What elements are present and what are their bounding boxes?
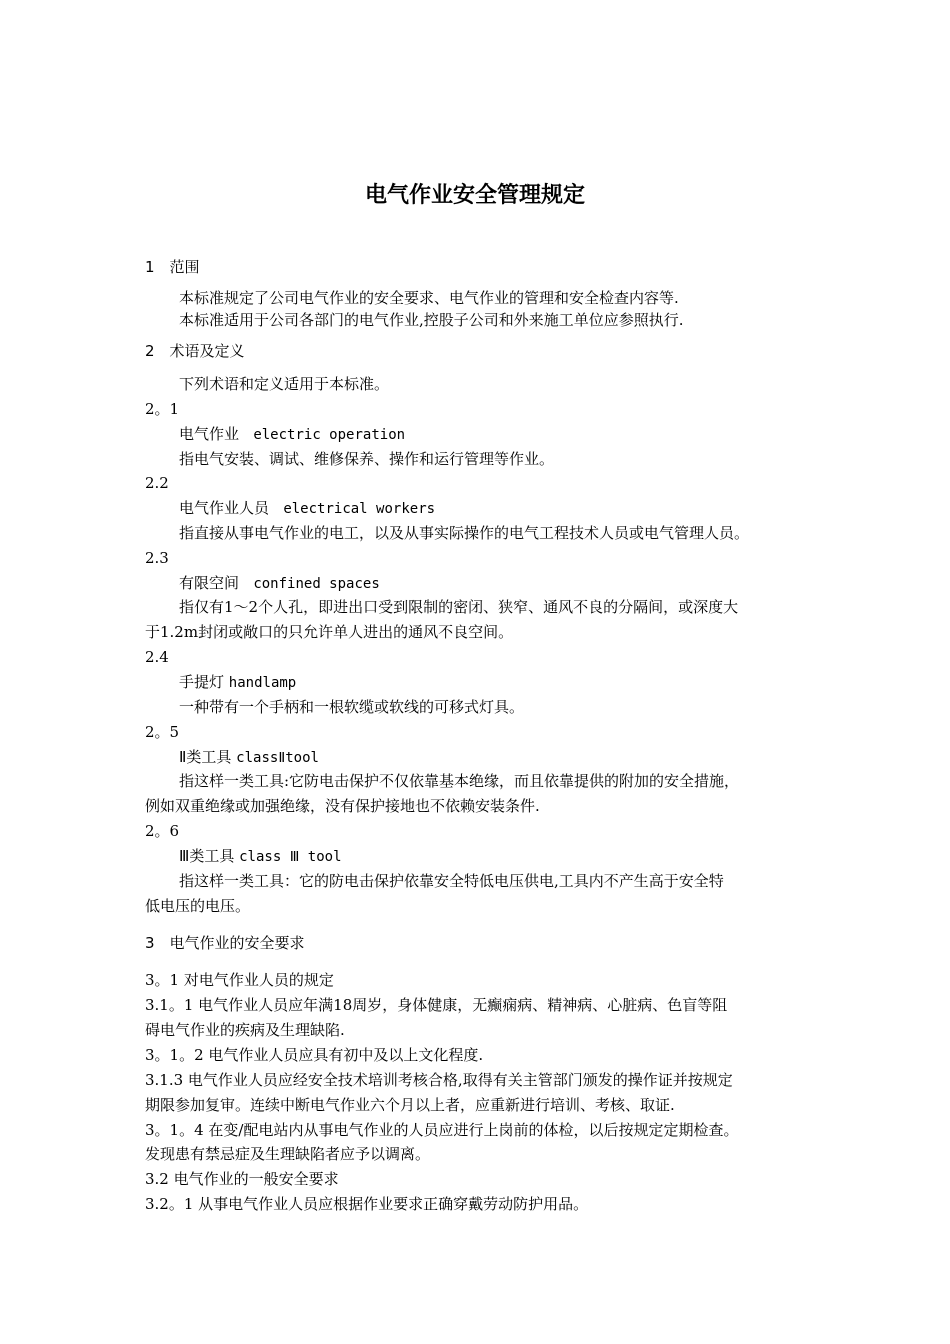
term-title-line (179, 846, 342, 867)
document-title: 电气作业安全管理规定 (364, 183, 585, 208)
term-english: electric operation (253, 427, 406, 443)
term-number: 2。6 (145, 822, 180, 840)
term-number: 2.4 (145, 648, 169, 666)
term-title-line (179, 672, 296, 693)
section-3-line: 3.2 电气作业的一般安全要求 (145, 1170, 339, 1188)
term-definition: 指仅有1～2个人孔，即进出口受到限制的密闭、狭窄、通风不良的分隔间，或深度大 (179, 598, 739, 616)
term-english: classⅡtool (236, 750, 319, 766)
section-3-line: 发现患有禁忌症及生理缺陷者应予以调离。 (145, 1145, 431, 1163)
term-english: handlamp (228, 675, 297, 691)
section-3-line: 碍电气作业的疾病及生理缺陷. (145, 1021, 345, 1039)
term-definition: 指电气安装、调试、维修保养、操作和运行管理等作业。 (179, 450, 555, 468)
section-3-line: 3.2。1 从事电气作业人员应根据作业要求正确穿戴劳动防护用品。 (145, 1195, 589, 1213)
term-name: Ⅱ类工具 (179, 748, 232, 766)
term-english: class Ⅲ tool (239, 849, 342, 865)
section-3-line: 3。1。2 电气作业人员应具有初中及以上文化程度. (145, 1046, 484, 1064)
term-definition: 例如双重绝缘或加强绝缘，没有保护接地也不依赖安装条件. (145, 797, 540, 815)
section-3-line: 3.1。1 电气作业人员应年满18周岁，身体健康，无癫痫病、精神病、心脏病、色盲等阻 (145, 996, 728, 1014)
term-definition: 指这样一类工具：它的防电击保护依靠安全特低电压供电,工具内不产生高于安全特 (179, 872, 724, 890)
term-name: 有限空间 (179, 574, 240, 592)
term-name: 电气作业人员 (179, 499, 270, 517)
term-definition: 一种带有一个手柄和一根软缆或软线的可移式灯具。 (179, 698, 525, 716)
term-title-line (179, 424, 405, 445)
term-title-line (179, 498, 435, 519)
term-number: 2.2 (145, 474, 169, 492)
term-number: 2。1 (145, 400, 180, 418)
term-english: electrical workers (283, 501, 436, 517)
term-definition: 指这样一类工具:它防电击保护不仅依靠基本绝缘，而且依靠提供的附加的安全措施， (179, 772, 740, 790)
section-3-heading: 3 电气作业的安全要求 (145, 934, 305, 952)
term-name: Ⅲ类工具 (179, 847, 235, 865)
term-title-line (179, 573, 380, 594)
section-1-paragraph: 本标准规定了公司电气作业的安全要求、电气作业的管理和安全检查内容等. (179, 289, 679, 307)
section-3-line: 3。1 对电气作业人员的规定 (145, 971, 334, 989)
term-definition: 低电压的电压。 (145, 897, 251, 915)
term-english: confined spaces (253, 576, 380, 592)
section-2-heading: 2 术语及定义 (145, 342, 245, 360)
term-title-line (179, 747, 319, 768)
section-2-intro: 下列术语和定义适用于本标准。 (179, 375, 390, 393)
term-definition: 指直接从事电气作业的电工，以及从事实际操作的电气工程技术人员或电气管理人员。 (179, 524, 750, 542)
section-3-line: 3。1。4 在变/配电站内从事电气作业的人员应进行上岗前的体检，以后按规定定期检查。 (145, 1121, 739, 1139)
section-1-paragraph: 本标准适用于公司各部门的电气作业,控股子公司和外来施工单位应参照执行. (179, 311, 684, 329)
term-number: 2.3 (145, 549, 169, 567)
term-name: 手提灯 (179, 673, 225, 691)
term-definition: 于1.2m封闭或敞口的只允许单人进出的通风不良空间。 (145, 623, 514, 641)
section-1-heading: 1 范围 (145, 258, 200, 276)
section-3-line: 期限参加复审。连续中断电气作业六个月以上者，应重新进行培训、考核、取证. (145, 1096, 675, 1114)
term-number: 2。5 (145, 723, 180, 741)
section-3-line: 3.1.3 电气作业人员应经安全技术培训考核合格,取得有关主管部门颁发的操作证并按规定 (145, 1071, 733, 1089)
term-name: 电气作业 (179, 425, 240, 443)
